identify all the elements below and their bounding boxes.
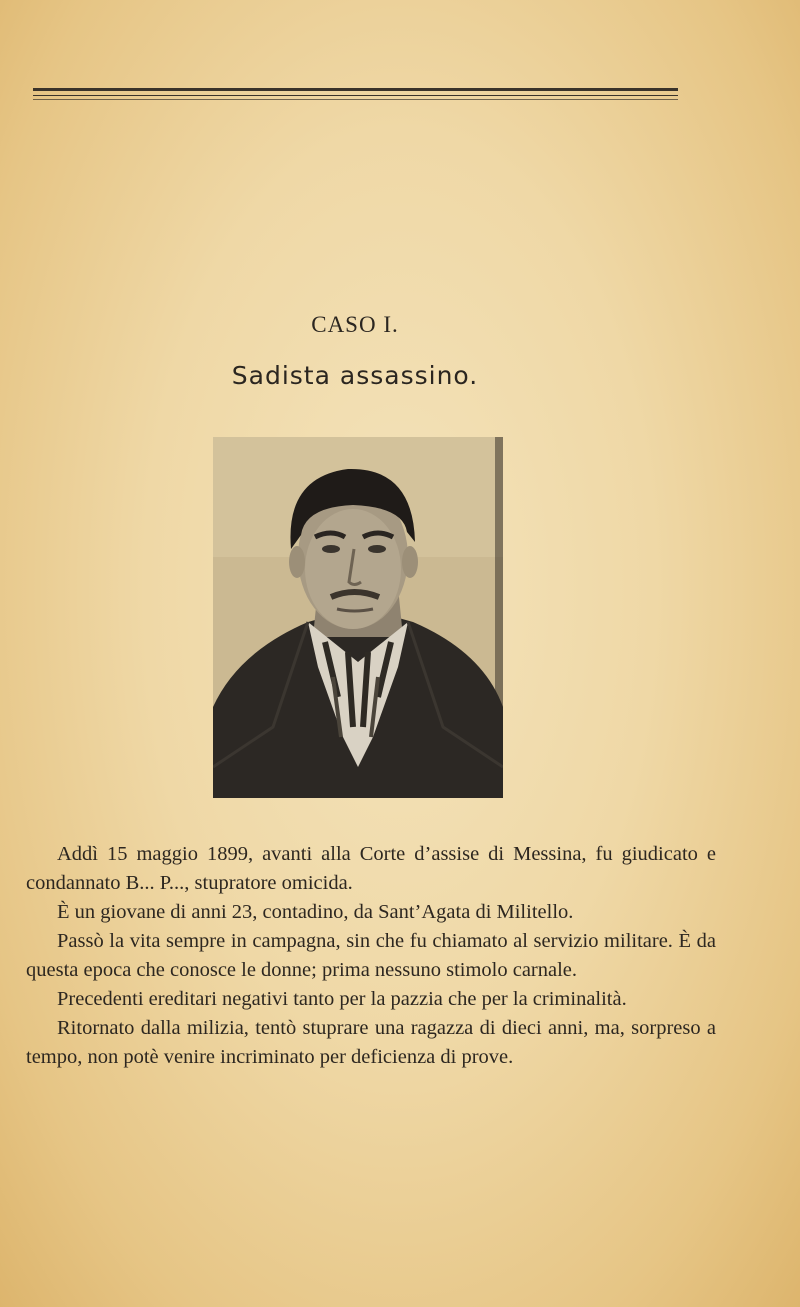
case-heading: CASO I. [311, 312, 399, 337]
header-rule-thin-2 [33, 99, 678, 100]
paragraph: Ritornato dalla milizia, tentò stuprare una ragazza di dieci anni, ma, sorpreso a tempo, non potè venire incriminato per deficienza di prove. [26, 1017, 716, 1068]
paragraph: È un giovane di anni 23, contadino, da Sant’Agata di Militello. [57, 901, 574, 923]
portrait-photo [213, 437, 503, 798]
portrait-illustration [213, 437, 503, 798]
header-rule-thin [33, 95, 678, 96]
paragraph: Passò la vita sempre in campagna, sin che fu chiamato al servizio militare. È da questa epoca che conosce le donne; prima nessuno stimolo carnale. [26, 930, 716, 981]
case-subtitle: Sadista assassino. [231, 361, 479, 390]
paragraph: Addì 15 maggio 1899, avanti alla Corte d’assise di Messina, fu giudicato e condannato B... P..., stupratore omicida. [26, 843, 716, 894]
body-text [26, 840, 716, 1072]
header-rule [33, 88, 678, 91]
paragraph: Precedenti ereditari negativi tanto per la pazzia che per la criminalità. [57, 988, 627, 1010]
